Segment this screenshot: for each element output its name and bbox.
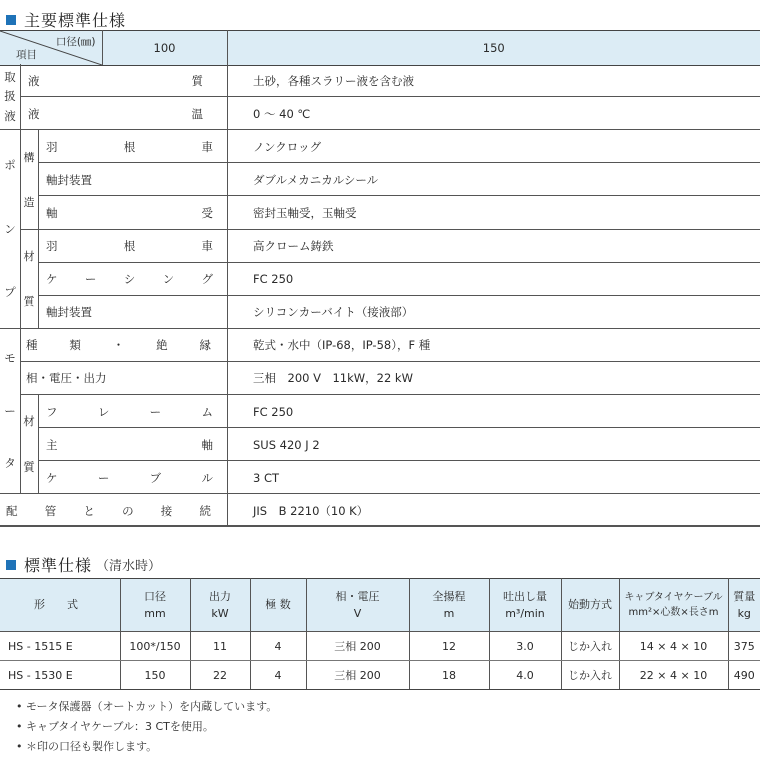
cell-output: 22 (190, 661, 250, 690)
std-header-mass: 質量 kg (728, 579, 760, 632)
spec-table (0, 30, 760, 66)
sub-material: 材 質 (23, 249, 35, 309)
cell-output: 11 (190, 632, 250, 661)
std-header-poles: 極 数 (250, 579, 306, 632)
cell-discharge: 4.0 (489, 661, 561, 690)
std-header-output: 出力 kW (190, 579, 250, 632)
cell-cable: 22 × 4 × 10 (619, 661, 728, 690)
spec-label: ケ ー ブ ル (46, 470, 213, 485)
grid-line (38, 130, 39, 229)
spec-value: シリコンカーバイト（接液部） (253, 305, 414, 320)
section-bullet-icon (6, 560, 16, 570)
diagonal-header-cell (0, 31, 102, 66)
spec-value: 土砂，各種スラリー液を含む液 (253, 73, 414, 88)
cell-discharge: 3.0 (489, 632, 561, 661)
col-header-100: 100 (102, 31, 227, 66)
spec-value: FC 250 (253, 404, 294, 419)
category-handling: 取 扱 液 (4, 69, 16, 123)
cell-bore: 150 (120, 661, 190, 690)
spec-label: フ レ ー ム (46, 404, 213, 419)
spec-label: 軸封装置 (46, 305, 92, 320)
col-header-150: 150 (227, 31, 760, 66)
note-item: • キャブタイヤケーブル：3 CTを使用。 (16, 720, 214, 733)
spec-value: 乾式・水中（IP-68，IP-58），F 種 (253, 338, 431, 353)
std-header-bore: 口径 mm (120, 579, 190, 632)
spec-label: 種 類 ・ 絶 縁 (26, 338, 211, 353)
category-motor: モ ー タ (4, 351, 16, 471)
sub-structure: 構 造 (23, 150, 35, 210)
note-item: • ＊印の口径も製作します。 (16, 740, 158, 753)
section-bullet-icon (6, 15, 16, 25)
table-bottom-border (0, 525, 760, 527)
std-header-head: 全揚程 m (409, 579, 489, 632)
spec-section-title (6, 8, 126, 31)
std-header-model: 形 式 (0, 579, 120, 632)
grid-line (227, 64, 228, 527)
cell-model: HS - 1530 E (0, 661, 120, 690)
spec-label: 軸封装置 (46, 172, 92, 187)
std-subtitle-text: （清水時） (96, 559, 162, 574)
cell-mass: 490 (728, 661, 760, 690)
std-header-discharge: 吐出し量 m³/min (489, 579, 561, 632)
spec-label: 主 軸 (46, 437, 213, 452)
cell-cable: 14 × 4 × 10 (619, 632, 728, 661)
cell-voltage: 三相 200 (306, 632, 409, 661)
spec-label: 羽 根 車 (46, 139, 213, 154)
cell-poles: 4 (250, 632, 306, 661)
spec-value: ノンクロッグ (253, 139, 322, 154)
cell-head: 12 (409, 632, 489, 661)
table-row (0, 661, 760, 690)
spec-value: FC 250 (253, 272, 294, 287)
spec-header-row (0, 31, 760, 66)
cell-bore: 100*/150 (120, 632, 190, 661)
cell-starting: じか入れ (561, 632, 619, 661)
grid-line (38, 230, 39, 329)
spec-label: ケ ー シ ン グ (46, 272, 213, 287)
spec-value: 密封玉軸受，玉軸受 (253, 205, 357, 220)
spec-label: 軸 受 (46, 205, 213, 220)
category-pump: ポ ン プ (4, 158, 16, 300)
std-header-row (0, 579, 760, 632)
cell-voltage: 三相 200 (306, 661, 409, 690)
spec-label: 相・電圧・出力 (26, 371, 107, 386)
cell-poles: 4 (250, 661, 306, 690)
sub-material: 材 質 (23, 414, 35, 474)
std-section-title (6, 553, 161, 576)
diag-top-label: 口径(㎜) (55, 36, 96, 48)
spec-value: 高クローム鋳鉄 (253, 239, 334, 254)
diag-bottom-label: 項目 (16, 49, 37, 61)
grid-line (20, 64, 21, 494)
cell-head: 18 (409, 661, 489, 690)
cell-starting: じか入れ (561, 661, 619, 690)
notes (16, 697, 277, 757)
note-item: • モータ保護器（オートカット）を内蔵しています。 (16, 700, 278, 713)
cell-model: HS - 1515 E (0, 632, 120, 661)
spec-value: SUS 420 J 2 (253, 437, 320, 452)
spec-value: 3 CT (253, 470, 280, 485)
std-header-voltage: 相・電圧 V (306, 579, 409, 632)
std-header-starting: 始動方式 (561, 579, 619, 632)
spec-label: 液 質 (28, 73, 203, 88)
table-row (0, 632, 760, 661)
spec-label: 液 温 (28, 106, 203, 121)
spec-value: 三相 200 V 11kW，22 kW (253, 371, 413, 386)
std-table (0, 578, 760, 690)
spec-label-piping: 配 管 と の 接 続 (6, 503, 211, 518)
std-header-cable: キャブタイヤケーブル mm²×心数×長さm (619, 579, 728, 632)
spec-title-text: 主要標準仕様 (24, 11, 127, 30)
std-title-text: 標準仕様 (24, 556, 93, 575)
spec-value: ダブルメカニカルシール (253, 172, 379, 187)
cell-mass: 375 (728, 632, 760, 661)
spec-label: 羽 根 車 (46, 239, 213, 254)
spec-value: JIS B 2210（10 K） (253, 503, 369, 518)
grid-line (38, 395, 39, 494)
spec-value: 0 ～ 40 ℃ (253, 106, 311, 121)
